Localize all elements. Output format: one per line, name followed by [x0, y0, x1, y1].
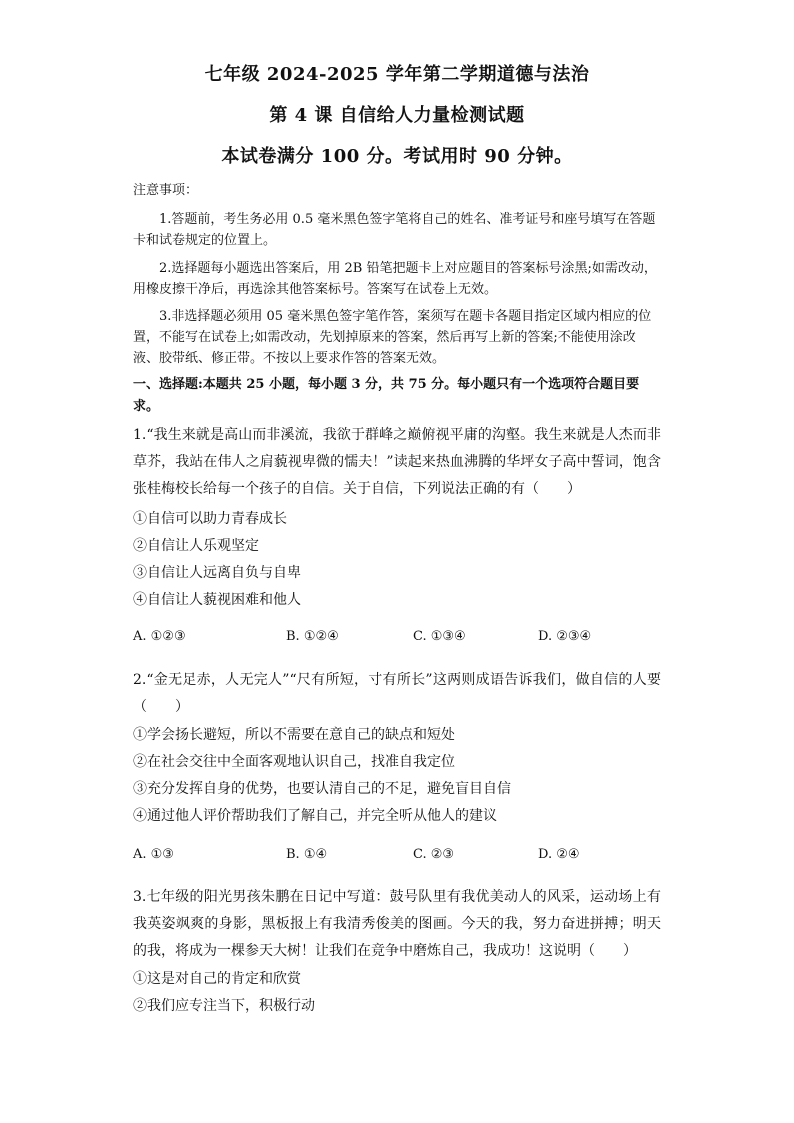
- choice-a: A. ①②③: [133, 629, 186, 644]
- question-1-option-3: ③自信让人远离自负与自卑: [133, 565, 301, 581]
- exam-title: 七年级 2024-2025 学年第二学期道德与法治: [204, 64, 590, 85]
- question-1-option-1: ①自信可以助力青春成长: [133, 511, 287, 527]
- note-item-3: 3.非选择题必须用 05 毫米黑色签字笔作答，案须写在题卡各题目指定区域内相应的位置，不能写在试卷上;如需改动，先划掉原来的答案，然后再写上新的答案;不能使用涂改液、胶带纸、修正带。不按以上要求作答的答案无效。: [133, 309, 652, 366]
- question-3-stem: 3.七年级的阳光男孩朱鹏在日记中写道：鼓号队里有我优美动人的风采，运动场上有我英姿飒爽的身影，黑板报上有我清秀俊美的图画。今天的我，努力奋进拼搏；明天的我，将成为一棵参天大树！让我们在竞争中磨炼自己，我成功！这说明（ ）: [133, 889, 661, 959]
- choice-b: B. ①②④: [286, 629, 339, 644]
- choice-c: C. ②③: [413, 847, 455, 862]
- question-2-choices: [133, 847, 661, 867]
- choice-b: B. ①④: [286, 847, 328, 862]
- notes-heading: 注意事项：: [133, 183, 199, 198]
- question-2-option-4: ④通过他人评价帮助我们了解自己，并完全听从他人的建议: [133, 808, 497, 824]
- question-1-choices: [133, 629, 661, 649]
- choice-d: D. ②③④: [538, 629, 592, 644]
- question-1-option-4: ④自信让人藐视困难和他人: [133, 592, 301, 608]
- question-2-option-2: ②在社会交往中全面客观地认识自己，找准自我定位: [133, 754, 455, 770]
- question-1-option-2: ②自信让人乐观坚定: [133, 538, 259, 554]
- note-item-2: 2.选择题每小题选出答案后，用 2B 铅笔把题卡上对应题目的答案标号涂黑;如需改动，用橡皮擦干净后，再选涂其他答案标号。答案写在试卷上无效。: [133, 261, 657, 297]
- question-2-option-1: ①学会扬长避短，所以不需要在意自己的缺点和短处: [133, 727, 455, 743]
- question-2-option-3: ③充分发挥自身的优势，也要认清自己的不足，避免盲目自信: [133, 781, 511, 797]
- section-heading: 一、选择题:本题共 25 小题，每小题 3 分，共 75 分。每小题只有一个选项符合题目要求。: [133, 377, 640, 414]
- note-item-1: 1.答题前，考生务必用 0.5 毫米黑色签字笔将自己的姓名、准考证号和座号填写在答题卡和试卷规定的位置上。: [133, 212, 656, 248]
- question-3-option-2: ②我们应专注当下，积极行动: [133, 998, 315, 1014]
- question-1-stem: 1.“我生来就是高山而非溪流，我欲于群峰之巅俯视平庸的沟壑。我生来就是人杰而非草芥，我站在伟人之肩藐视卑微的懦夫！”读起来热血沸腾的华坪女子高中誓词，饱含张桂梅校长给每一个孩子的自信。关于自信，下列说法正确的有（ ）: [133, 427, 661, 497]
- choice-c: C. ①③④: [413, 629, 466, 644]
- choice-a: A. ①③: [133, 847, 174, 862]
- exam-info: 本试卷满分 100 分。考试用时 90 分钟。: [221, 146, 573, 167]
- question-3-option-1: ①这是对自己的肯定和欣赏: [133, 971, 301, 987]
- choice-d: D. ②④: [538, 847, 580, 862]
- lesson-title: 第 4 课 自信给人力量检测试题: [269, 105, 525, 126]
- question-2-stem: 2.“金无足赤，人无完人”“尺有所短，寸有所长”这两则成语告诉我们，做自信的人要（ ）: [133, 672, 661, 715]
